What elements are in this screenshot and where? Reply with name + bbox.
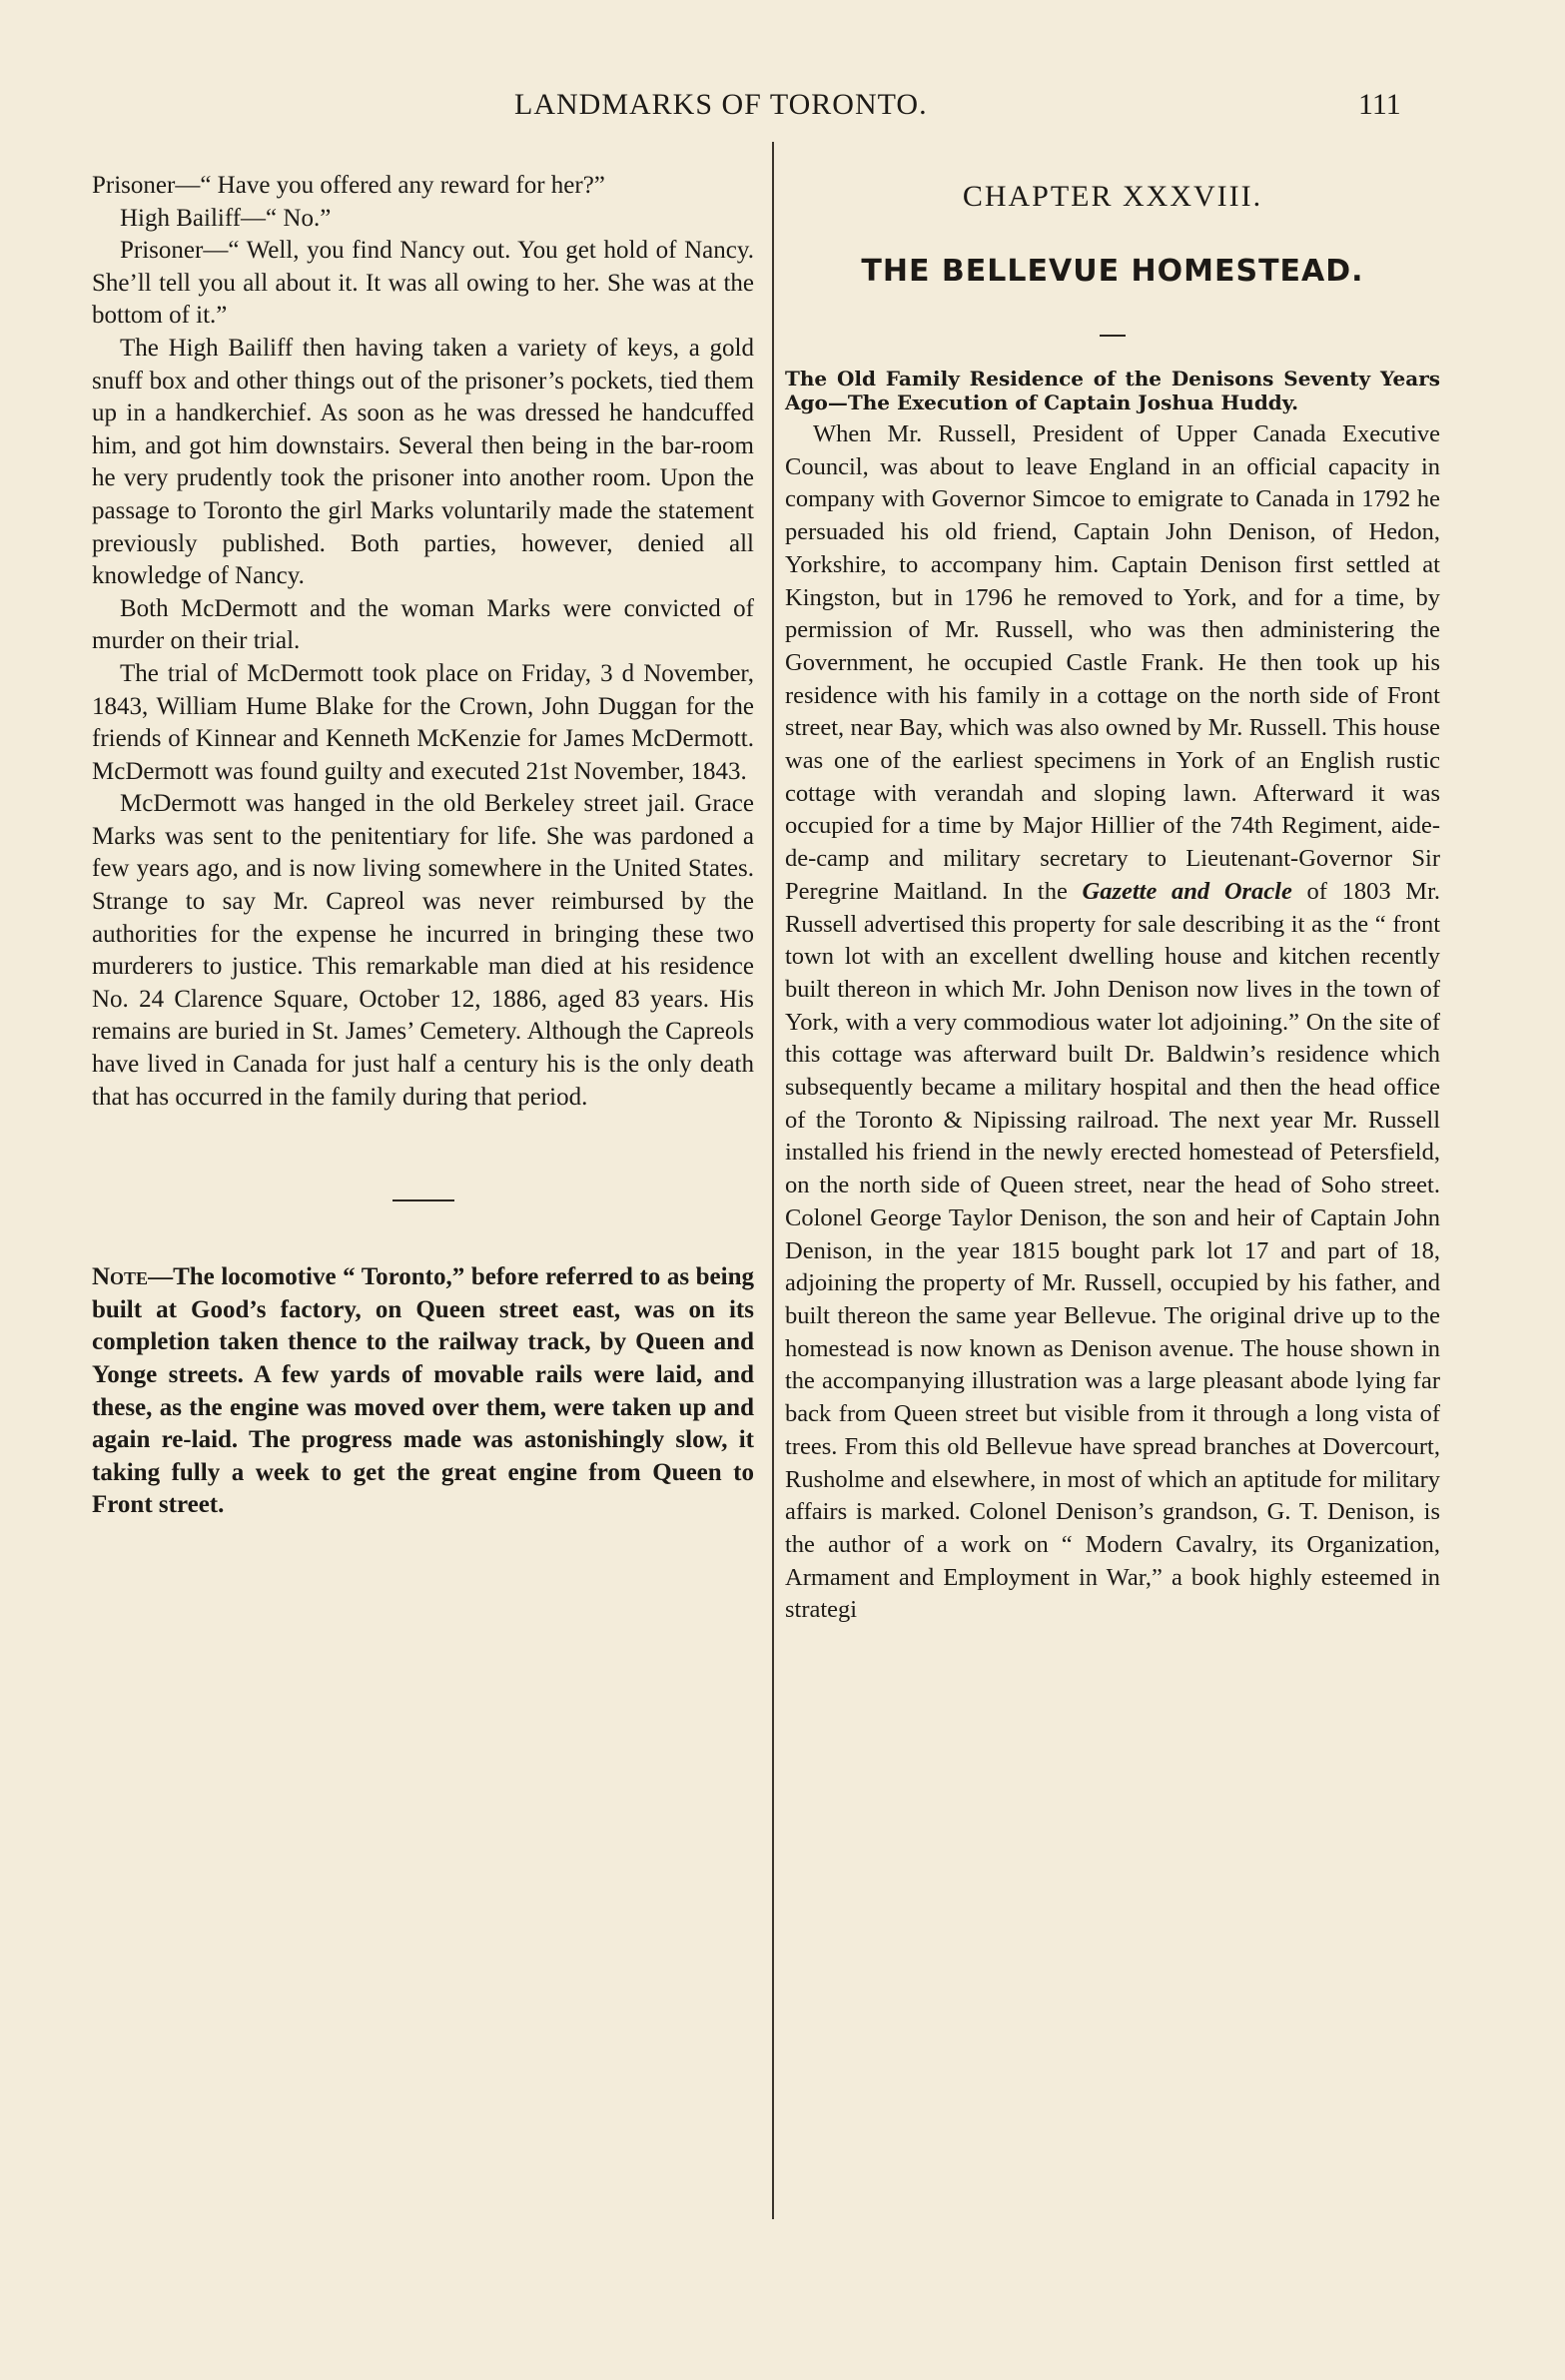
running-head <box>0 88 1565 128</box>
paragraph: The trial of McDermott took place on Friday, 3 d November, 1843, William Hume Blake for the Crown, John Duggan for the friends of Kinnear and Kenneth McKenzie for James McDermott. McDermott was found guilty and executed 21st November, 1843. <box>92 659 754 785</box>
right-column <box>785 180 1440 1627</box>
running-title: LANDMARKS OF TORONTO. <box>514 88 928 121</box>
note-text: —The locomotive “ Toronto,” before referred to as being built at Good’s factory, on Queen street east, was on its completion taken thence to the railway track, by Queen and Yonge streets. A few yards of movable rails were laid, and these, as the engine was moved over them, were taken up and again re-laid. The progress made was astonishingly slow, it taking fully a week to get the great engine from Queen to Front street. <box>92 1263 754 1519</box>
left-column <box>92 170 754 1522</box>
paragraph: Prisoner—“ Have you offered any reward for her?” <box>92 172 605 199</box>
note-label: Note <box>92 1263 149 1291</box>
paragraph: Both McDermott and the woman Marks were convicted of murder on their trial. <box>92 594 754 655</box>
section-break-rule <box>392 1199 454 1201</box>
newspaper-title: Gazette and Oracle <box>1082 877 1292 905</box>
note <box>92 1261 754 1522</box>
chapter-paragraph <box>785 418 1440 1627</box>
chapter-label: CHAPTER XXXVIII. <box>962 180 1263 213</box>
paragraph: High Bailiff—“ No.” <box>120 204 332 232</box>
paragraph-part: When Mr. Russell, President of Upper Canada Executive Council, was about to leave England in an official capacity in company with Governor Simcoe to emigrate to Canada in 1792 he persuaded his old friend, Captain John Denison, of Hedon, Yorkshire, to accompany him. Captain Denison first settled at Kingston, but in 1796 he removed to York, and for a time, by permission of Mr. Russell, who was then administering the Government, he occupied Castle Frank. He then took up his residence with his family in a cottage on the north side of Front street, near Bay, which was also owned by Mr. Russell. This house was one of the earliest specimens in York of an English rustic cottage with verandah and sloping lawn. Afterward it was occupied for a time by Major Hillier of the 74th Regiment, aide-de-camp and military secretary to Lieutenant-Governor Sir Peregrine Maitland. In the <box>785 420 1440 905</box>
paragraph: The High Bailiff then having taken a variety of keys, a gold snuff box and other things out of the prisoner’s pockets, tied them up in a handkerchief. As soon as he was dressed he handcuffed him, and got him downstairs. Several then being in the bar-room he very prudently took the prisoner into another room. Upon the passage to Toronto the girl Marks voluntarily made the statement previously published. Both parties, however, denied all knowledge of Nancy. <box>92 334 754 590</box>
paragraph: Prisoner—“ Well, you find Nancy out. You get hold of Nancy. She’ll tell you all about it. It was all owing to her. She was at the bottom of it.” <box>92 237 754 330</box>
chapter-title: THE BELLEVUE HOMESTEAD. <box>861 254 1364 289</box>
column-divider <box>772 142 774 2219</box>
title-dash <box>1100 335 1126 337</box>
chapter-subhead: The Old Family Residence of the Denisons Seventy Years Ago—The Execution of Captain Joshua Huddy. <box>785 367 1440 414</box>
paragraph: McDermott was hanged in the old Berkeley street jail. Grace Marks was sent to the penitentiary for life. She was pardoned a few years ago, and is now living somewhere in the United States. Strange to say Mr. Capreol was never reimbursed by the authorities for the expense he incurred in bringing these two murderers to justice. This remarkable man died at his residence No. 24 Clarence Square, October 12, 1886, aged 83 years. His remains are buried in St. James’ Cemetery. Although the Capreols have lived in Canada for just half a century his is the only death that has occurred in the family during that period. <box>92 790 754 1111</box>
paragraph-part: of 1803 Mr. Russell advertised this property for sale describing it as the “ front town lot with an excellent dwelling house and kitchen recently built thereon in which Mr. John Denison now lives in the town of York, with a very commodious water lot adjoining.” On the site of this cottage was afterward built Dr. Baldwin’s residence which subsequently became a military hospital and then the head office of the Toronto & Nipissing railroad. The next year Mr. Russell installed his friend in the newly erected homestead of Petersfield, on the north side of Queen street, near the head of Soho street. Colonel George Taylor Denison, the son and heir of Captain John Denison, in the year 1815 bought park lot 17 and part of 18, adjoining the property of Mr. Russell, occupied by his father, and built thereon the same year Bellevue. The original drive up to the homestead is now known as Denison avenue. The house shown in the accompanying illustration was a large pleasant abode lying far back from Queen street but visible from it through a long vista of trees. From this old Bellevue have spread branches at Dovercourt, Rusholme and elsewhere, in most of which an aptitude for military affairs is marked. Colonel Denison’s grandson, G. T. Denison, is the author of a work on “ Modern Cavalry, its Organization, Armament and Employment in War,” a book highly esteemed in strategi <box>785 877 1441 1624</box>
page-number: 111 <box>1358 88 1401 121</box>
